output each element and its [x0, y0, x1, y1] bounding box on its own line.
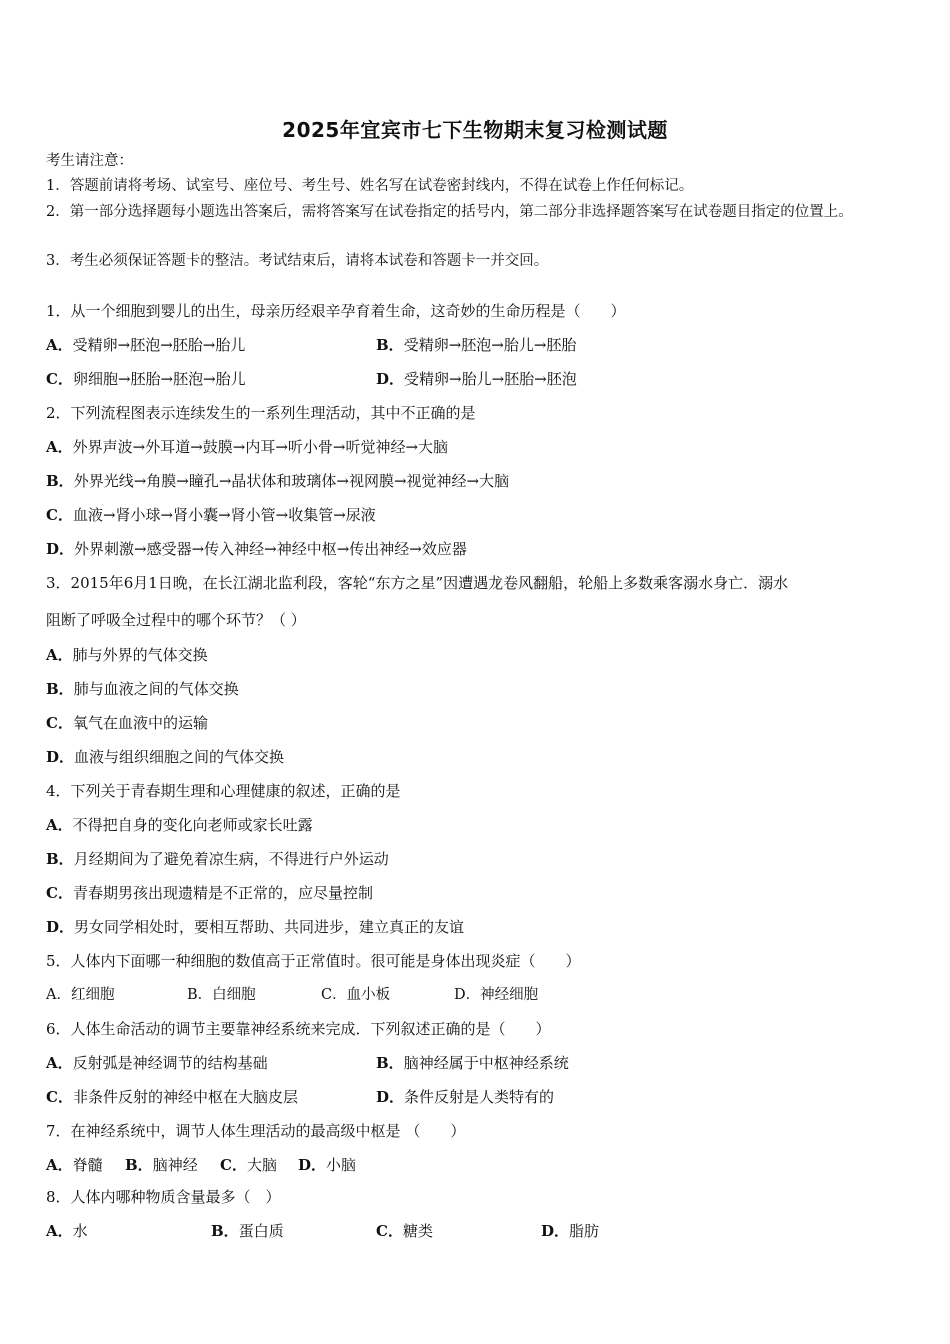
question-4-stem — [46, 781, 401, 801]
page-title: 2025年宜宾市七下生物期末复习检测试题 — [282, 118, 668, 142]
option-text: 受精卵→胚泡→胚胎→胎儿 — [72, 336, 246, 354]
option-key: C． — [46, 370, 73, 388]
option-a[interactable] — [46, 815, 313, 835]
notice-heading: 考生请注意： — [46, 153, 133, 169]
question-3-stem — [46, 573, 788, 593]
option-b[interactable] — [376, 1053, 569, 1073]
option-key: D． — [46, 918, 75, 936]
question-text: 人体生命活动的调节主要靠神经系统来完成．下列叙述正确的是（ ） — [70, 1020, 551, 1038]
option-key: C． — [376, 1222, 403, 1240]
question-6-stem — [46, 1019, 551, 1039]
question-text: 下列关于青春期生理和心理健康的叙述，正确的是 — [70, 782, 401, 800]
option-d[interactable] — [46, 917, 464, 937]
option-text: 肺与血液之间的气体交换 — [73, 680, 239, 698]
option-c[interactable] — [376, 1221, 433, 1241]
option-c[interactable] — [46, 713, 208, 733]
option-b[interactable] — [376, 335, 576, 355]
question-6-options-cd — [46, 1087, 555, 1107]
question-6-options-ab — [46, 1053, 569, 1073]
question-number: 6． — [46, 1020, 71, 1038]
option-text: 反射弧是神经调节的结构基础 — [72, 1054, 268, 1072]
question-1-stem — [46, 301, 626, 321]
option-text: 条件反射是人类特有的 — [404, 1088, 555, 1106]
question-7-stem — [46, 1121, 465, 1141]
question-number: 2． — [46, 404, 71, 422]
option-c[interactable] — [46, 505, 376, 525]
option-a[interactable] — [46, 1221, 88, 1241]
option-key: A． — [46, 646, 73, 664]
option-c[interactable] — [220, 1155, 277, 1175]
option-key: C． — [220, 1156, 247, 1174]
option-text: 外界光线→角膜→瞳孔→晶状体和玻璃体→视网膜→视觉神经→大脑 — [73, 472, 510, 490]
option-key: A． — [46, 816, 73, 834]
option-text: 脑神经 — [152, 1156, 198, 1174]
option-a[interactable] — [46, 1054, 268, 1072]
option-text: 脂肪 — [569, 1222, 600, 1240]
option-text: 受精卵→胚泡→胎儿→胚胎 — [403, 336, 577, 354]
option-key: D． — [298, 1156, 327, 1174]
option-key: B． — [376, 336, 404, 354]
option-text: 不得把自身的变化向老师或家长吐露 — [72, 816, 313, 834]
option-key: B． — [46, 850, 74, 868]
option-key: B． — [211, 1222, 239, 1240]
option-text: 糖类 — [402, 1222, 433, 1240]
option-text: 非条件反射的神经中枢在大脑皮层 — [72, 1088, 298, 1106]
option-text: 月经期间为了避免着凉生病，不得进行户外运动 — [73, 850, 389, 868]
option-a[interactable] — [46, 1155, 103, 1175]
question-number: 4． — [46, 782, 71, 800]
option-b[interactable] — [125, 1155, 198, 1175]
option-d[interactable] — [376, 369, 577, 389]
question-8-stem — [46, 1187, 281, 1207]
option-d[interactable] — [46, 747, 284, 767]
question-text: 在神经系统中，调节人体生理活动的最高级中枢是 （ ） — [70, 1122, 466, 1140]
question-1-options-cd — [46, 369, 577, 389]
option-b[interactable]: B．白细胞 — [187, 987, 256, 1003]
option-a[interactable]: A．红细胞 — [46, 987, 115, 1003]
option-text: 小脑 — [326, 1156, 357, 1174]
option-text: 水 — [72, 1222, 88, 1240]
option-b[interactable] — [46, 679, 239, 699]
option-d[interactable]: D．神经细胞 — [454, 987, 539, 1003]
option-text: 血液→肾小球→肾小囊→肾小管→收集管→尿液 — [72, 506, 376, 524]
option-key: A． — [46, 1054, 73, 1072]
option-key: A． — [46, 438, 73, 456]
option-text: 蛋白质 — [238, 1222, 284, 1240]
option-key: B． — [46, 680, 74, 698]
option-key: A． — [46, 336, 73, 354]
option-key: B． — [125, 1156, 153, 1174]
option-key: B． — [46, 472, 74, 490]
option-key: D． — [541, 1222, 570, 1240]
option-key: D． — [46, 540, 75, 558]
option-text: 外界声波→外耳道→鼓膜→内耳→听小骨→听觉神经→大脑 — [72, 438, 449, 456]
option-key: A． — [46, 1222, 73, 1240]
question-number: 8． — [46, 1188, 71, 1206]
option-text: 青春期男孩出现遗精是不正常的，应尽量控制 — [72, 884, 373, 902]
question-number: 1． — [46, 302, 71, 320]
option-a[interactable] — [46, 645, 208, 665]
question-1-options-ab — [46, 335, 577, 355]
option-d[interactable] — [46, 539, 467, 559]
question-text: 2015年6月1日晚，在长江湖北监利段，客轮“东方之星”因遭遇龙卷风翻船，轮船上多数乘客溺水身亡．溺水 — [70, 574, 789, 592]
option-c[interactable]: C．血小板 — [321, 987, 391, 1003]
option-key: C． — [46, 1088, 73, 1106]
question-text: 下列流程图表示连续发生的一系列生理活动，其中不正确的是 — [70, 404, 476, 422]
option-text: 受精卵→胎儿→胚胎→胚泡 — [404, 370, 577, 388]
option-text: 氧气在血液中的运输 — [72, 714, 208, 732]
option-c[interactable] — [46, 1088, 298, 1106]
option-key: C． — [46, 714, 73, 732]
option-text: 脊髓 — [72, 1156, 103, 1174]
option-key: C． — [46, 884, 73, 902]
question-text: 人体内哪种物质含量最多（ ） — [70, 1188, 281, 1206]
option-key: A． — [46, 1156, 73, 1174]
option-key: B． — [376, 1054, 404, 1072]
notice-item-3: 3．考生必须保证答题卡的整洁。考试结束后，请将本试卷和答题卡一并交回。 — [46, 253, 549, 269]
option-b[interactable] — [46, 471, 509, 491]
option-text: 大脑 — [246, 1156, 277, 1174]
question-number: 3． — [46, 574, 71, 592]
question-text: 从一个细胞到婴儿的出生，母亲历经艰辛孕育着生命，这奇妙的生命历程是（ ） — [70, 302, 626, 320]
question-3-stem-cont: 阻断了呼吸全过程中的哪个环节？（ ） — [46, 611, 306, 629]
option-d[interactable] — [541, 1221, 599, 1241]
notice-item-2: 2．第一部分选择题每小题选出答案后，需将答案写在试卷指定的括号内，第二部分非选择题答案写在试卷题目指定的位置上。 — [46, 204, 853, 220]
notice-item-1: 1．答题前请将考场、试室号、座位号、考生号、姓名写在试卷密封线内，不得在试卷上作任何标记。 — [46, 178, 694, 194]
option-key: D． — [376, 1088, 405, 1106]
question-2-stem — [46, 403, 476, 423]
option-text: 脑神经属于中枢神经系统 — [403, 1054, 569, 1072]
option-d[interactable] — [376, 1087, 554, 1107]
question-number: 5． — [46, 952, 71, 970]
option-b[interactable] — [46, 849, 389, 869]
question-number: 7． — [46, 1122, 71, 1140]
option-text: 肺与外界的气体交换 — [72, 646, 208, 664]
option-c[interactable] — [46, 370, 246, 388]
option-a[interactable] — [46, 336, 245, 354]
option-text: 男女同学相处时，要相互帮助、共同进步，建立真正的友谊 — [74, 918, 465, 936]
option-text: 外界刺激→感受器→传入神经→神经中枢→传出神经→效应器 — [74, 540, 467, 558]
option-text: 卵细胞→胚胎→胚泡→胎儿 — [72, 370, 246, 388]
question-text: 人体内下面哪一种细胞的数值高于正常值时。很可能是身体出现炎症（ ） — [70, 952, 581, 970]
option-key: C． — [46, 506, 73, 524]
option-d[interactable] — [298, 1155, 356, 1175]
option-b[interactable] — [211, 1221, 284, 1241]
option-key: D． — [46, 748, 75, 766]
option-c[interactable] — [46, 883, 373, 903]
option-key: D． — [376, 370, 405, 388]
option-a[interactable] — [46, 437, 448, 457]
question-5-stem — [46, 951, 581, 971]
option-text: 血液与组织细胞之间的气体交换 — [74, 748, 285, 766]
